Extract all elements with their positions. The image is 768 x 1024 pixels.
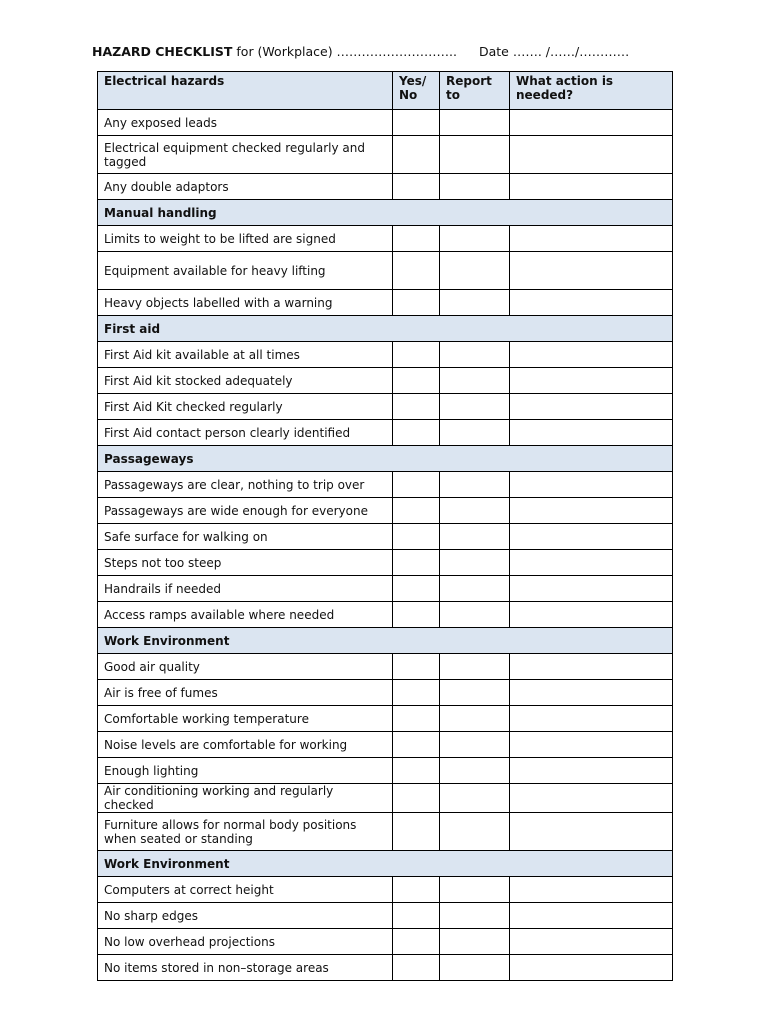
action-cell[interactable] (510, 252, 673, 290)
report-to-cell[interactable] (440, 955, 510, 981)
checklist-item-label: Enough lighting (98, 758, 393, 784)
table-row (98, 602, 673, 628)
report-to-cell[interactable] (440, 654, 510, 680)
report-to-cell[interactable] (440, 576, 510, 602)
report-to-cell[interactable] (440, 342, 510, 368)
column-header-yes-no: Yes/ No (393, 72, 440, 110)
hazard-checklist-table (97, 71, 673, 981)
yes-no-cell[interactable] (393, 394, 440, 420)
yes-no-cell[interactable] (393, 110, 440, 136)
report-to-cell[interactable] (440, 813, 510, 851)
action-cell[interactable] (510, 732, 673, 758)
checklist-item-label: No low overhead projections (98, 929, 393, 955)
table-row (98, 576, 673, 602)
action-cell[interactable] (510, 524, 673, 550)
action-cell[interactable] (510, 654, 673, 680)
checklist-item-label: Noise levels are comfortable for working (98, 732, 393, 758)
action-cell[interactable] (510, 226, 673, 252)
report-to-cell[interactable] (440, 524, 510, 550)
report-to-cell[interactable] (440, 368, 510, 394)
table-row (98, 110, 673, 136)
table-row (98, 784, 673, 813)
report-to-cell[interactable] (440, 420, 510, 446)
action-cell[interactable] (510, 498, 673, 524)
yes-no-cell[interactable] (393, 784, 440, 813)
table-row (98, 252, 673, 290)
date-field[interactable]: Date ……. /……/………… (479, 44, 630, 59)
yes-no-cell[interactable] (393, 368, 440, 394)
action-cell[interactable] (510, 929, 673, 955)
checklist-item-label: Limits to weight to be lifted are signed (98, 226, 393, 252)
report-to-cell[interactable] (440, 680, 510, 706)
checklist-item-label: Passageways are wide enough for everyone (98, 498, 393, 524)
checklist-item-label: Electrical equipment checked regularly and tagged (98, 136, 393, 174)
checklist-item-label: Heavy objects labelled with a warning (98, 290, 393, 316)
table-row (98, 758, 673, 784)
yes-no-cell[interactable] (393, 602, 440, 628)
table-row (98, 420, 673, 446)
table-row (98, 654, 673, 680)
table-row (98, 226, 673, 252)
yes-no-cell[interactable] (393, 654, 440, 680)
yes-no-cell[interactable] (393, 420, 440, 446)
action-cell[interactable] (510, 602, 673, 628)
checklist-item-label: First Aid kit available at all times (98, 342, 393, 368)
checklist-item-label: Good air quality (98, 654, 393, 680)
column-header-report-to: Report to (440, 72, 510, 110)
yes-no-cell[interactable] (393, 929, 440, 955)
report-to-cell[interactable] (440, 252, 510, 290)
action-cell[interactable] (510, 472, 673, 498)
report-to-cell[interactable] (440, 174, 510, 200)
yes-no-cell[interactable] (393, 498, 440, 524)
yes-no-cell[interactable] (393, 550, 440, 576)
report-to-cell[interactable] (440, 290, 510, 316)
section-heading: Manual handling (98, 200, 673, 226)
report-to-cell[interactable] (440, 784, 510, 813)
table-row (98, 680, 673, 706)
column-header-action: What action is needed? (510, 72, 673, 110)
section-heading: Work Environment (98, 851, 673, 877)
report-to-cell[interactable] (440, 110, 510, 136)
action-cell[interactable] (510, 813, 673, 851)
yes-no-cell[interactable] (393, 252, 440, 290)
checklist-item-label: Air conditioning working and regularly checked (98, 784, 393, 813)
action-cell[interactable] (510, 706, 673, 732)
table-row (98, 732, 673, 758)
yes-no-cell[interactable] (393, 342, 440, 368)
table-row (98, 368, 673, 394)
report-to-cell[interactable] (440, 732, 510, 758)
report-to-cell[interactable] (440, 136, 510, 174)
action-cell[interactable] (510, 903, 673, 929)
checklist-item-label: Access ramps available where needed (98, 602, 393, 628)
checklist-item-label: Safe surface for walking on (98, 524, 393, 550)
section-row (98, 316, 673, 342)
table-row (98, 903, 673, 929)
action-cell[interactable] (510, 680, 673, 706)
yes-no-cell[interactable] (393, 706, 440, 732)
section-heading: Passageways (98, 446, 673, 472)
action-cell[interactable] (510, 758, 673, 784)
section-row (98, 851, 673, 877)
table-row (98, 706, 673, 732)
yes-no-cell[interactable] (393, 680, 440, 706)
table-row (98, 877, 673, 903)
section-row (98, 446, 673, 472)
table-row (98, 136, 673, 174)
checklist-item-label: First Aid contact person clearly identified (98, 420, 393, 446)
checklist-item-label: Handrails if needed (98, 576, 393, 602)
table-row (98, 498, 673, 524)
action-cell[interactable] (510, 550, 673, 576)
table-row (98, 550, 673, 576)
yes-no-cell[interactable] (393, 903, 440, 929)
table-row (98, 394, 673, 420)
page-header (92, 44, 629, 59)
checklist-item-label: Air is free of fumes (98, 680, 393, 706)
checklist-item-label: No sharp edges (98, 903, 393, 929)
checklist-item-label: First Aid Kit checked regularly (98, 394, 393, 420)
yes-no-cell[interactable] (393, 472, 440, 498)
yes-no-cell[interactable] (393, 955, 440, 981)
yes-no-cell[interactable] (393, 758, 440, 784)
checklist-item-label: Comfortable working temperature (98, 706, 393, 732)
action-cell[interactable] (510, 394, 673, 420)
report-to-cell[interactable] (440, 550, 510, 576)
report-to-cell[interactable] (440, 758, 510, 784)
yes-no-cell[interactable] (393, 524, 440, 550)
yes-no-cell[interactable] (393, 226, 440, 252)
table-row (98, 929, 673, 955)
checklist-item-label: Any exposed leads (98, 110, 393, 136)
checklist-item-label: No items stored in non–storage areas (98, 955, 393, 981)
report-to-cell[interactable] (440, 472, 510, 498)
action-cell[interactable] (510, 955, 673, 981)
action-cell[interactable] (510, 110, 673, 136)
action-cell[interactable] (510, 174, 673, 200)
yes-no-cell[interactable] (393, 174, 440, 200)
action-cell[interactable] (510, 784, 673, 813)
table-row (98, 174, 673, 200)
action-cell[interactable] (510, 342, 673, 368)
report-to-cell[interactable] (440, 602, 510, 628)
report-to-cell[interactable] (440, 706, 510, 732)
report-to-cell[interactable] (440, 498, 510, 524)
action-cell[interactable] (510, 420, 673, 446)
yes-no-cell[interactable] (393, 877, 440, 903)
section-heading: Work Environment (98, 628, 673, 654)
yes-no-cell[interactable] (393, 732, 440, 758)
checklist-item-label: Passageways are clear, nothing to trip over (98, 472, 393, 498)
table-row (98, 955, 673, 981)
yes-no-cell[interactable] (393, 576, 440, 602)
report-to-cell[interactable] (440, 903, 510, 929)
yes-no-cell[interactable] (393, 813, 440, 851)
checklist-item-label: Steps not too steep (98, 550, 393, 576)
workplace-field[interactable]: for (Workplace) ……………………….. (236, 44, 458, 59)
section-row (98, 200, 673, 226)
checklist-item-label: Furniture allows for normal body positions when seated or standing (98, 813, 393, 851)
action-cell[interactable] (510, 877, 673, 903)
table-row (98, 342, 673, 368)
table-header-row (98, 72, 673, 110)
section-row (98, 628, 673, 654)
report-to-cell[interactable] (440, 877, 510, 903)
checklist-item-label: Equipment available for heavy lifting (98, 252, 393, 290)
checklist-title: HAZARD CHECKLIST (92, 44, 233, 59)
yes-no-cell[interactable] (393, 136, 440, 174)
yes-no-cell[interactable] (393, 290, 440, 316)
checklist-item-label: First Aid kit stocked adequately (98, 368, 393, 394)
report-to-cell[interactable] (440, 394, 510, 420)
action-cell[interactable] (510, 368, 673, 394)
table-row (98, 813, 673, 851)
action-cell[interactable] (510, 576, 673, 602)
report-to-cell[interactable] (440, 226, 510, 252)
table-row (98, 290, 673, 316)
checklist-item-label: Any double adaptors (98, 174, 393, 200)
checklist-item-label: Computers at correct height (98, 877, 393, 903)
report-to-cell[interactable] (440, 929, 510, 955)
action-cell[interactable] (510, 290, 673, 316)
section-heading: First aid (98, 316, 673, 342)
section-heading: Electrical hazards (98, 72, 393, 110)
table-row (98, 524, 673, 550)
action-cell[interactable] (510, 136, 673, 174)
table-row (98, 472, 673, 498)
